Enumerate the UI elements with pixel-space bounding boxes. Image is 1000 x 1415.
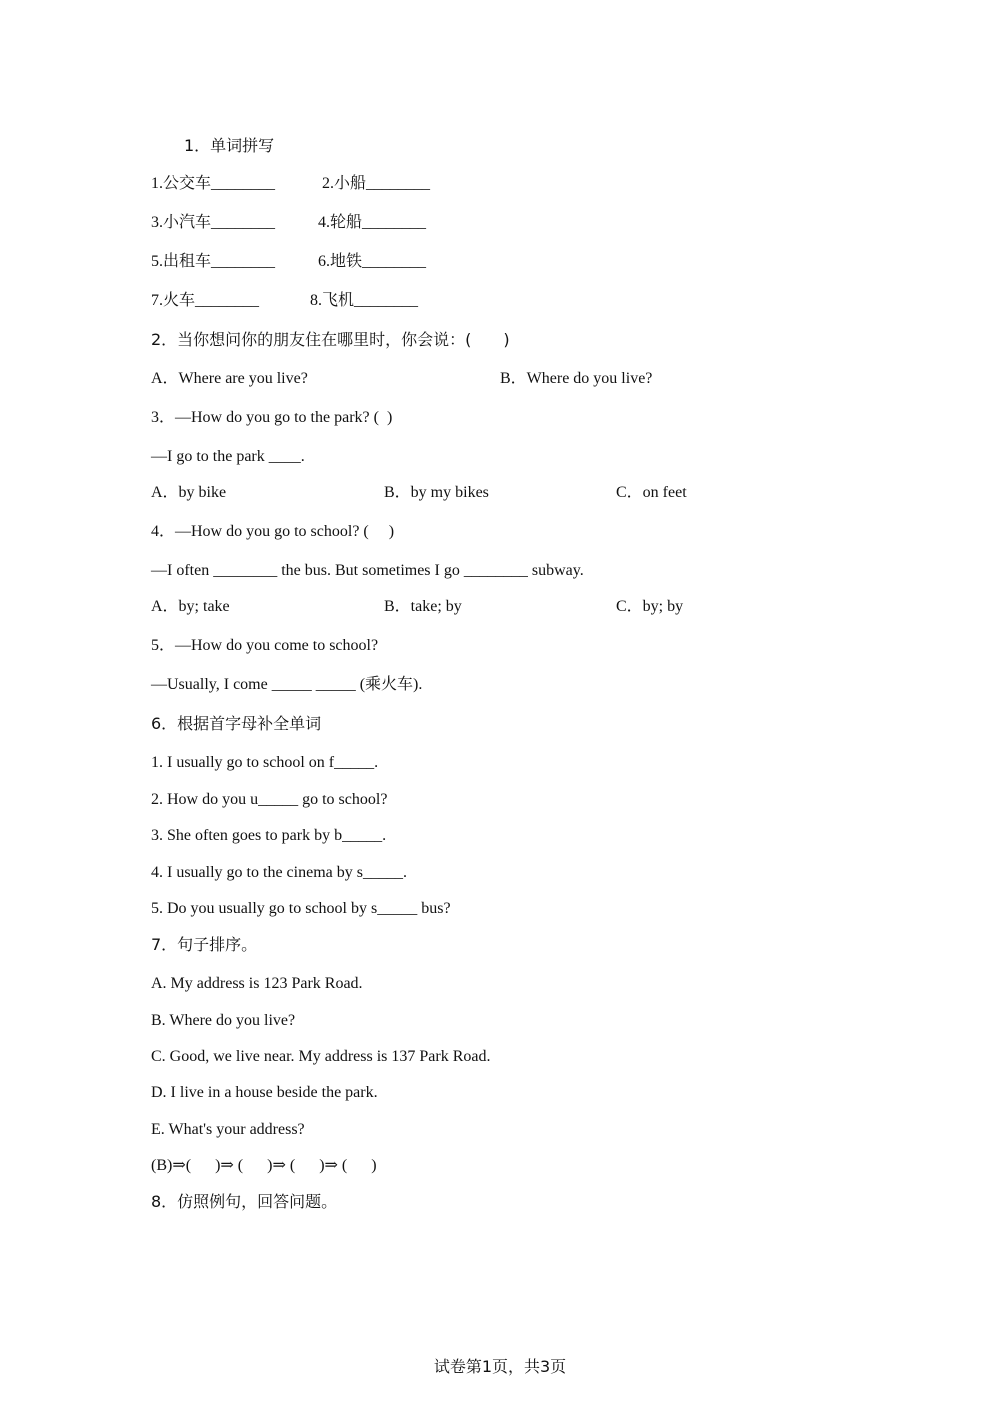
q6-item-1: 1. I usually go to school on f_____. [151,754,379,771]
q1-item-2: 2.小船________ [322,175,431,192]
q1-item-1: 1.公交车________ [151,175,276,192]
q2-option-b: B．Where do you live? [500,370,653,387]
q6-heading: 6．根据首字母补全单词 [151,714,322,733]
q6-item-4: 4. I usually go to the cinema by s_____. [151,864,407,881]
q4-option-c: C．by; by [616,598,684,615]
q1-item-4: 4.轮船________ [318,214,427,231]
q3-stem: 3．—How do you go to the park? ( ) [151,409,393,426]
q1-item-8: 8.飞机________ [310,292,419,309]
q5-stem: 5．—How do you come to school? [151,637,379,654]
q1-heading: 1．单词拼写 [184,136,275,155]
q6-item-3: 3. She often goes to park by b_____. [151,827,387,844]
q1-item-3: 3.小汽车________ [151,214,276,231]
q2-stem: 2．当你想问你的朋友住在哪里时，你会说：( ) [151,330,510,349]
q4-option-b: B．take; by [384,598,462,615]
q2-option-a: A．Where are you live? [151,370,308,387]
q6-item-5: 5. Do you usually go to school by s_____ bus? [151,900,451,917]
q7-item-a: A. My address is 123 Park Road. [151,975,363,992]
q1-item-6: 6.地铁________ [318,253,427,270]
page-footer: 试卷第1页，共3页 [433,1357,567,1376]
q7-item-c: C. Good, we live near. My address is 137 Park Road. [151,1048,491,1065]
q5-answer-line: —Usually, I come _____ _____ (乘火车). [151,676,423,693]
q8-heading: 8．仿照例句，回答问题。 [151,1192,338,1211]
q4-option-a: A．by; take [151,598,230,615]
q4-stem: 4．—How do you go to school? ( ) [151,523,395,540]
q1-item-7: 7.火车________ [151,292,260,309]
q3-option-b: B．by my bikes [384,484,489,501]
q3-answer-line: —I go to the park ____. [151,448,305,465]
q7-item-d: D. I live in a house beside the park. [151,1084,378,1101]
q3-option-c: C．on feet [616,484,687,501]
q6-item-2: 2. How do you u_____ go to school? [151,791,388,808]
q7-order-line: (B)⇒( )⇒ ( )⇒ ( )⇒ ( ) [151,1157,377,1174]
q3-option-a: A．by bike [151,484,227,501]
q4-answer-line: —I often ________ the bus. But sometimes I go ________ subway. [151,562,584,579]
q1-item-5: 5.出租车________ [151,253,276,270]
q7-heading: 7．句子排序。 [151,935,258,954]
q7-item-e: E. What's your address? [151,1121,305,1138]
q7-item-b: B. Where do you live? [151,1012,296,1029]
